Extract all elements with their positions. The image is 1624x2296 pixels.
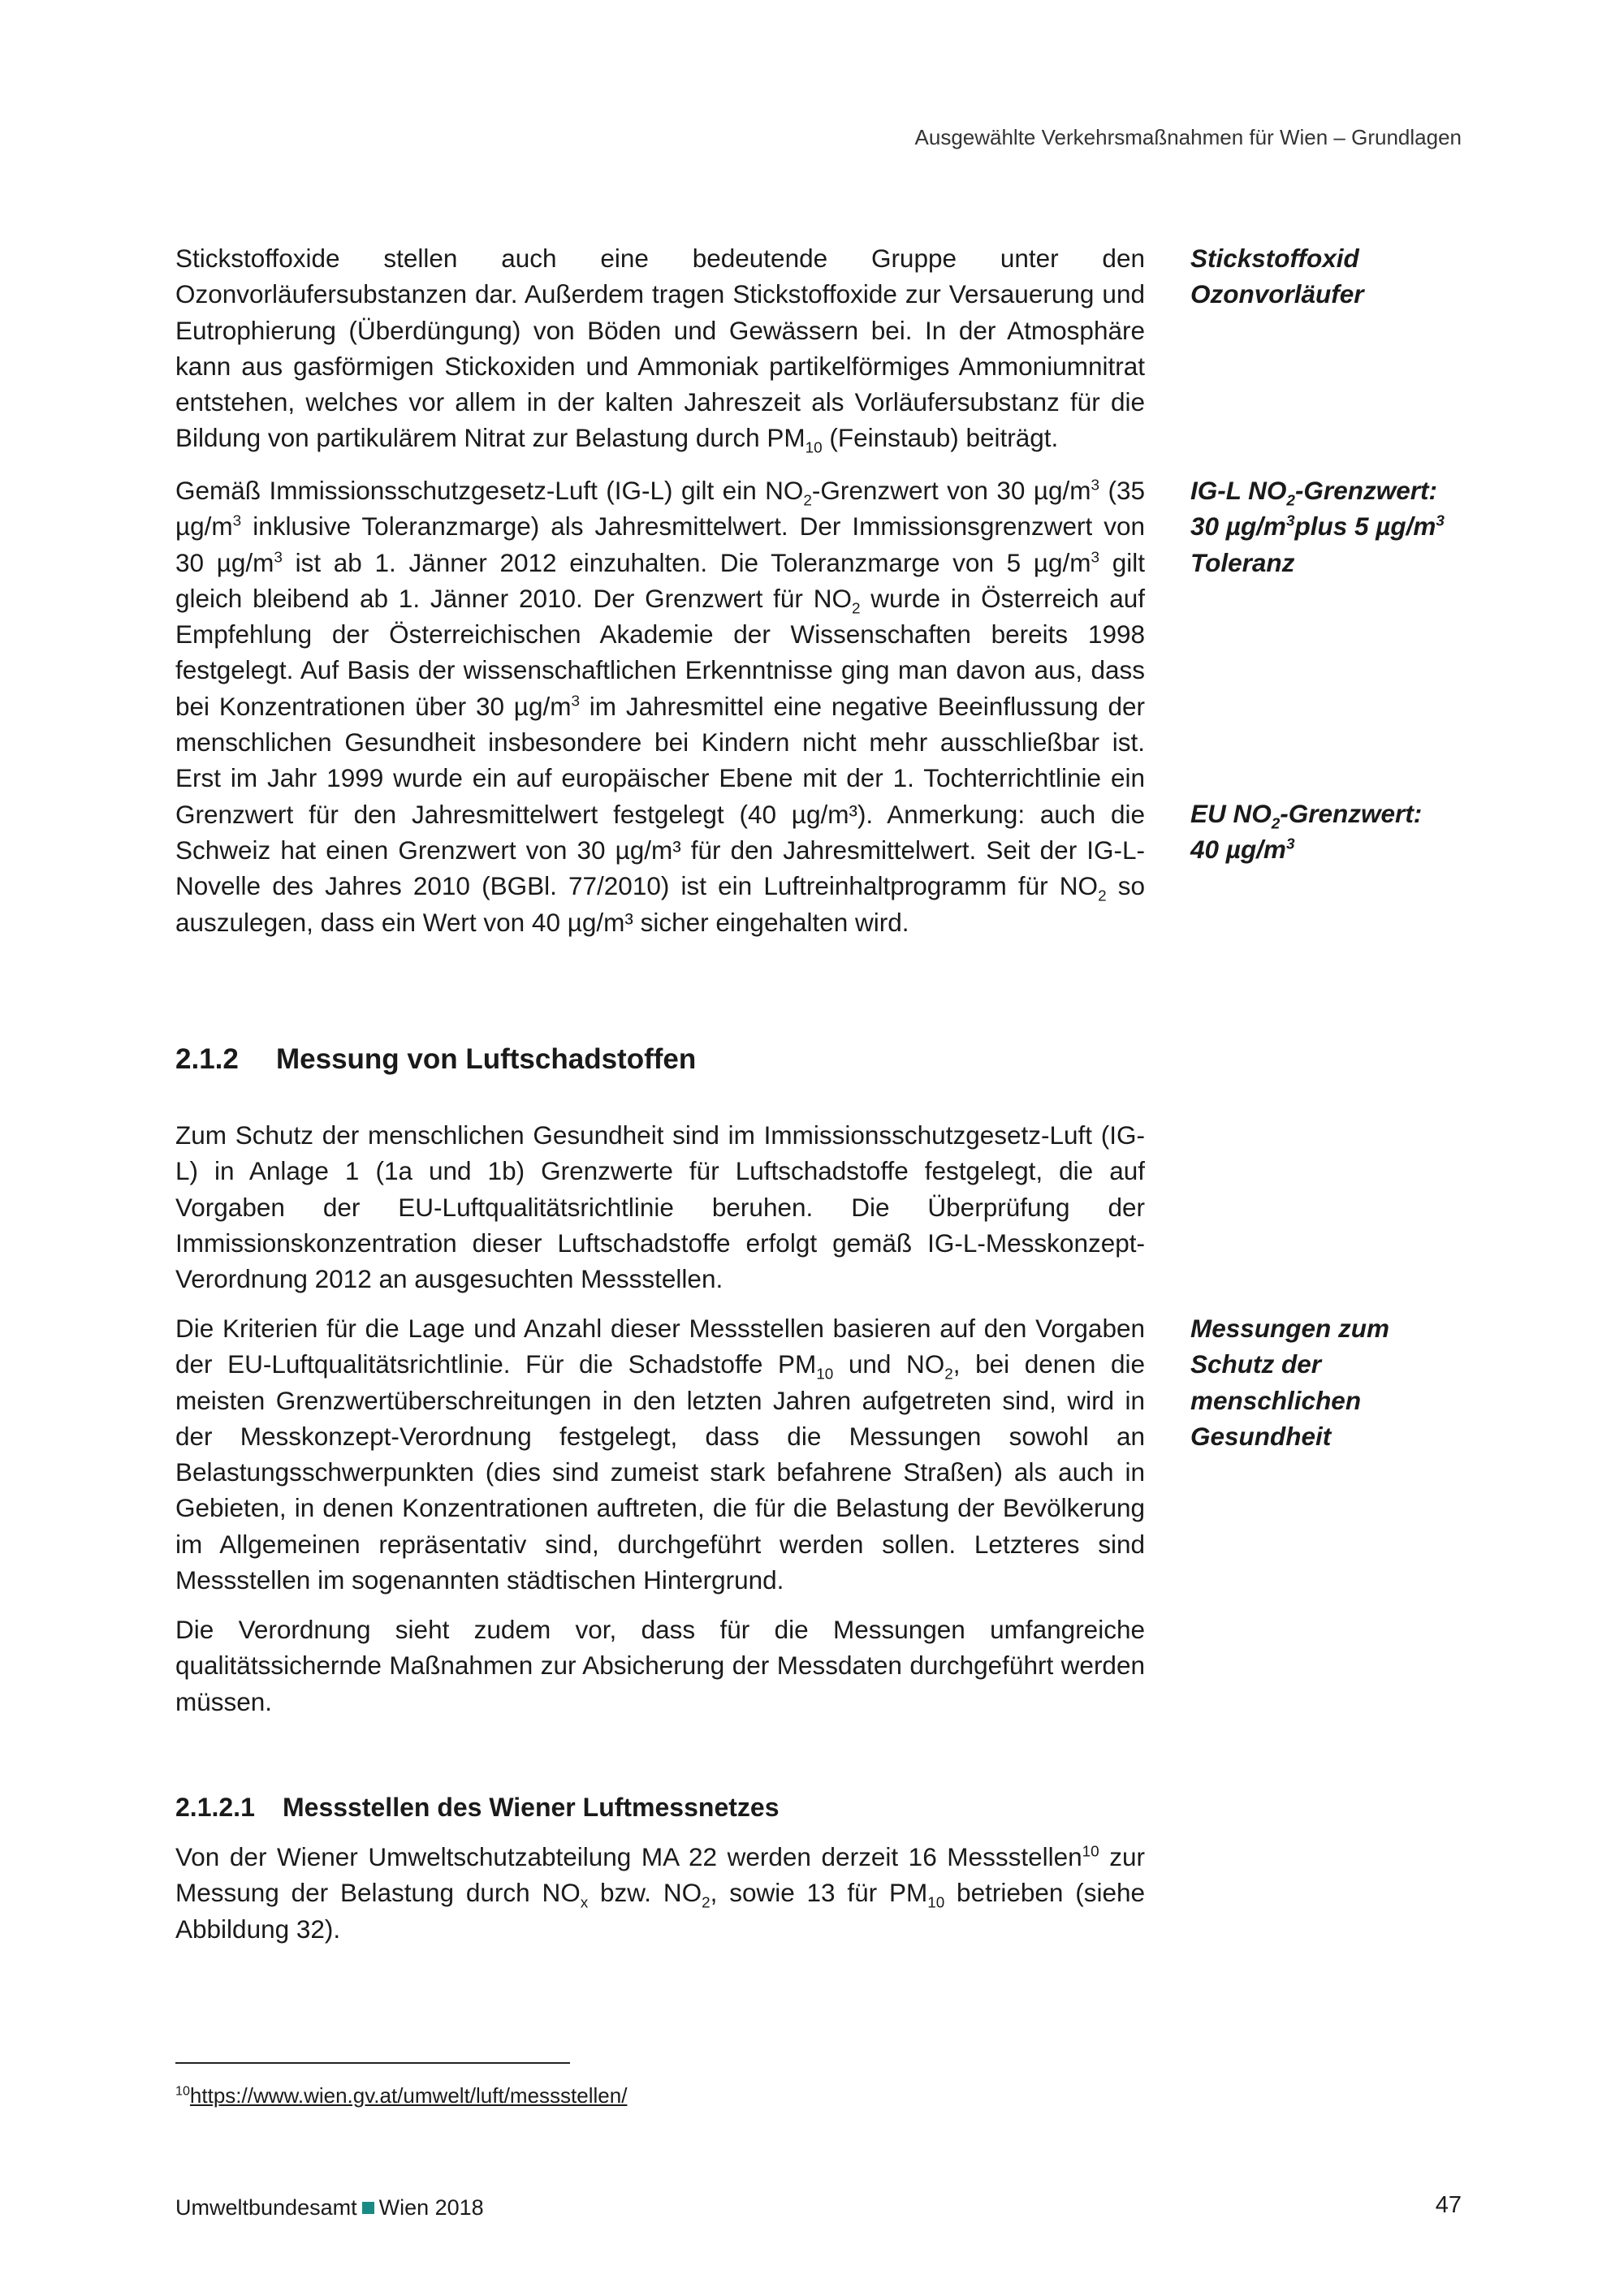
paragraph-health-protection: Zum Schutz der menschlichen Gesundheit sind im Immissionsschutzgesetz-Luft (IG-L) in Anlage 1 (1a und 1b) Grenzwerte für Luftschadstoffe festgelegt, die auf Vorgaben der EU-Luftqualitätsrichtlinie beruhen. Die Überprüfung der Immissionskonzentration dieser Luftschadstoffe erfolgt gemäß IG-L-Messkonzept-Verordnung 2012 an ausgesuchten Messstellen. [175, 1120, 1145, 1294]
running-header: Ausgewählte Verkehrsmaßnahmen für Wien – Grundlagen [914, 125, 1462, 149]
footer-publisher: Umweltbundesamt Wien 2018 [175, 2195, 484, 2220]
footnote-10 [175, 2083, 627, 2108]
footnote-link[interactable]: https://www.wien.gv.at/umwelt/luft/messstellen/ [189, 2083, 628, 2108]
margin-note-eu-limit: EU $NO_2$-Grenzwert: 40 $\mu g/m^3$ [1190, 799, 1423, 865]
paragraph-nitrogen-oxides: Stickstoffoxide stellen auch eine bedeutende Gruppe unter den Ozonvorläufersubstanzen dar. Außerdem tragen Stickstoffoxide zur Versauerung und Eutrophierung (Überdüngung) von Böden und Gewässern bei. In der Atmosphäre kann aus gasförmigen Stickoxiden und Ammoniak partikelförmiges Ammoniumnitrat entstehen, welches vor allem in der kalten Jahreszeit als Vorläufersubstanz für die Bildung von partikulärem Nitrat zur Belastung durch $PM_{10}$ (Feinstaub) beiträgt. [175, 244, 1145, 457]
margin-note-measurements: Messungen zum Schutz der menschlichen Gesundheit [1190, 1314, 1390, 1451]
margin-note-nitrogen-oxide: Stickstoffoxid Ozonvorläufer [1190, 244, 1364, 309]
paragraph-igl-limit: Gemäß Immissionsschutzgesetz-Luft (IG-L) gilt ein $NO_2$-Grenzwert von 30 $\mu g/m^3$ (35 $\mu g/m^3$ inklusive Toleranzmarge) als Jahresmittelwert. Der Immissionsgrenzwert von 30 $\mu g/m^3$ ist ab 1. Jänner 2012 einzuhalten. Die Toleranzmarge von 5 $\mu g/m^3$ gilt gleich bleibend ab 1. Jänner 2010. Der Grenzwert für $NO_2$ wurde in Österreich auf Empfehlung der Österreichischen Akademie der Wissenschaften bereits 1998 festgelegt. Auf Basis der wissenschaftlichen Erkenntnisse ging man davon aus, dass bei Konzentrationen über 30 $\mu g/m^3$ im Jahresmittel eine negative Beeinflussung der menschlichen Gesundheit insbesondere bei Kindern nicht mehr ausschließbar ist. Erst im Jahr 1999 wurde ein auf europäischer Ebene mit der 1. Tochterrichtlinie ein Grenzwert für den Jahresmittelwert festgelegt (40 µg/m³). Anmerkung: auch die Schweiz hat einen Grenzwert von 30 µg/m³ für den Jahresmittelwert. Seit der IG-L-Novelle des Jahres 2010 (BGBl. 77/2010) ist ein Luftreinhaltprogramm für $NO_2$ so auszulegen, dass ein Wert von 40 µg/m³ sicher eingehalten wird. [175, 476, 1146, 937]
section-heading-2-1-2: 2.1.2 Messung von Luftschadstoffen [175, 1043, 697, 1075]
footnote-number: 10 [175, 2083, 190, 2099]
paragraph-station-criteria: Die Kriterien für die Lage und Anzahl dieser Messstellen basieren auf den Vorgaben der EU-Luftqualitätsrichtlinie. Für die Schadstoffe $PM_{10}$ und $NO_2$, bei denen die meisten Grenzwertüberschreitungen in den letzten Jahren aufgetreten sind, wird in der Messkonzept-Verordnung festgelegt, dass die Messungen sowohl an Belastungsschwerpunkten (dies sind zumeist stark befahrene Straßen) als auch in Gebieten, in denen Konzentrationen auftreten, die für die Belastung der Bevölkerung im Allgemeinen repräsentativ sind, durchgeführt werden sollen. Letzteres sind Messstellen im sogenannten städtischen Hintergrund. [175, 1314, 1145, 1595]
paragraph-vienna-network: Von der Wiener Umweltschutzabteilung MA 22 werden derzeit 16 Messstellen$^{10}$ zur Messung der Belastung durch $NO_x$ bzw. $NO_2$, sowie 13 für $PM_{10}$ betrieben (siehe Abbildung 32). [175, 1842, 1146, 1944]
paragraph-quality-assurance: Die Verordnung sieht zudem vor, dass für die Messungen umfangreiche qualitätssichernde Maßnahmen zur Absicherung der Messdaten durchgeführt werden müssen. [175, 1615, 1145, 1716]
margin-note-igl-limit: IG-L $NO_2$-Grenzwert: 30 $\mu g/m^3plus$ 5 $\mu g/m^3$ Toleranz [1190, 476, 1445, 577]
section-heading-2-1-2-1: 2.1.2.1 Messstellen des Wiener Luftmessnetzes [175, 1793, 780, 1822]
separator-square-icon [362, 2202, 374, 2214]
footnote-separator [175, 2062, 570, 2064]
page-number: 47 [1435, 2192, 1462, 2218]
